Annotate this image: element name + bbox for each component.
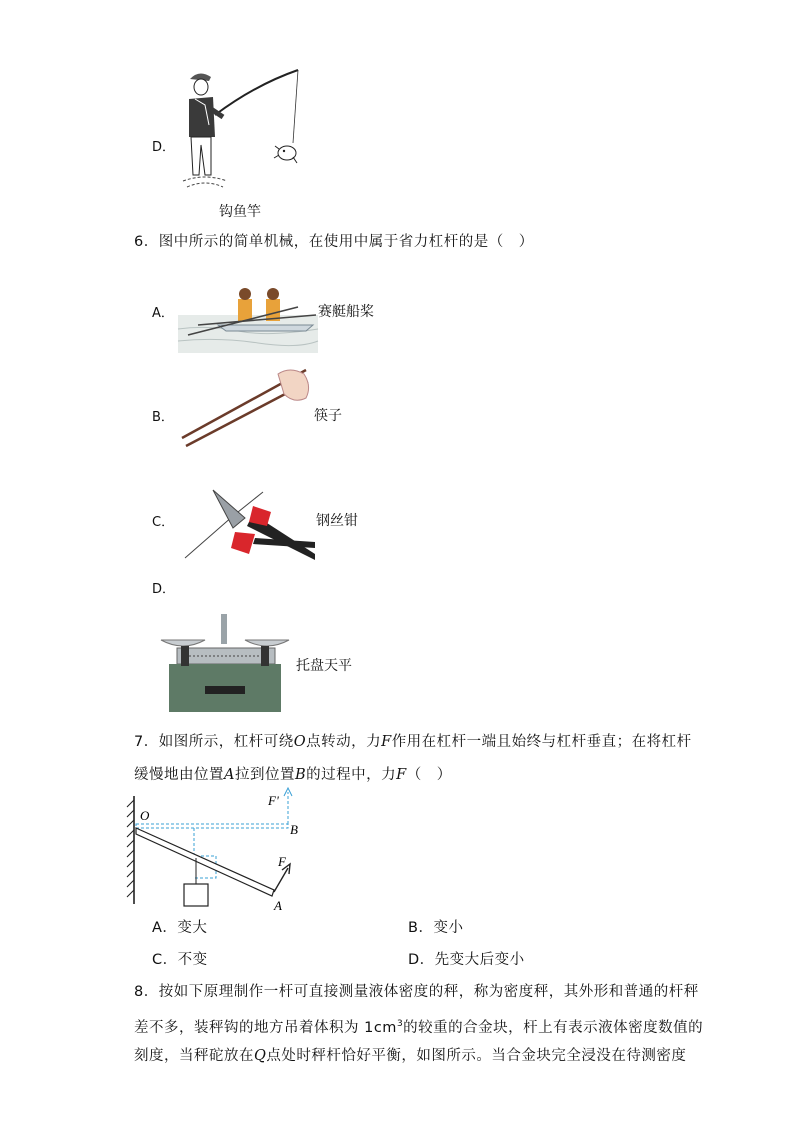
q7-stem-line2: 缓慢地由位置A拉到位置B的过程中，力F（ ）	[134, 767, 452, 783]
q6-option-a-caption: 赛艇船桨	[318, 304, 374, 320]
fishing-man-illustration	[175, 65, 305, 195]
q6-option-a-letter: A．	[152, 306, 174, 321]
balance-scale-illustration	[155, 612, 295, 714]
label-a: A	[274, 898, 282, 913]
label-f-prime: F'	[268, 793, 279, 808]
q8-line1: 8．按如下原理制作一杆可直接测量液体密度的秤，称为密度秤，其外形和普通的杆秤	[134, 984, 699, 1000]
rowing-boat-illustration	[178, 285, 318, 353]
q7-stem-line1: 7．如图所示，杠杆可绕O点转动，力F作用在杠杆一端且始终与杠杆垂直；在将杠杆	[134, 734, 692, 750]
q7-option-a: A．变大	[152, 920, 208, 936]
q8-line3: 刻度，当秤砣放在Q点处时秤杆恰好平衡，如图所示。当合金块完全浸没在待测密度	[134, 1048, 687, 1064]
q6-option-d-letter: D．	[152, 582, 176, 597]
q5-option-d-caption: 钩鱼竿	[219, 204, 261, 220]
q6-option-b-letter: B．	[152, 410, 174, 425]
label-f: F	[278, 854, 286, 869]
q6-option-d-caption: 托盘天平	[296, 658, 352, 674]
q7-option-b: B．变小	[408, 920, 464, 936]
chopsticks-illustration	[180, 366, 315, 450]
q5-option-d-letter: D．	[152, 140, 176, 155]
q6-option-c-caption: 钢丝钳	[316, 513, 358, 529]
q6-option-c-letter: C．	[152, 515, 175, 530]
label-b: B	[290, 822, 298, 837]
q7-option-c: C．不变	[152, 952, 208, 968]
lever-diagram	[124, 786, 314, 916]
q6-stem: 6．图中所示的简单机械，在使用中属于省力杠杆的是（ ）	[134, 234, 534, 250]
label-o: O	[140, 808, 150, 823]
pliers-illustration	[183, 488, 317, 562]
q8-line2: 差不多，装秤钩的地方吊着体积为 $1cm^3$的较重的合金块，杆上有表示液体密度数值的	[134, 1019, 704, 1036]
q6-option-b-caption: 筷子	[314, 408, 342, 424]
q7-option-d: D．先变大后变小	[408, 952, 525, 968]
